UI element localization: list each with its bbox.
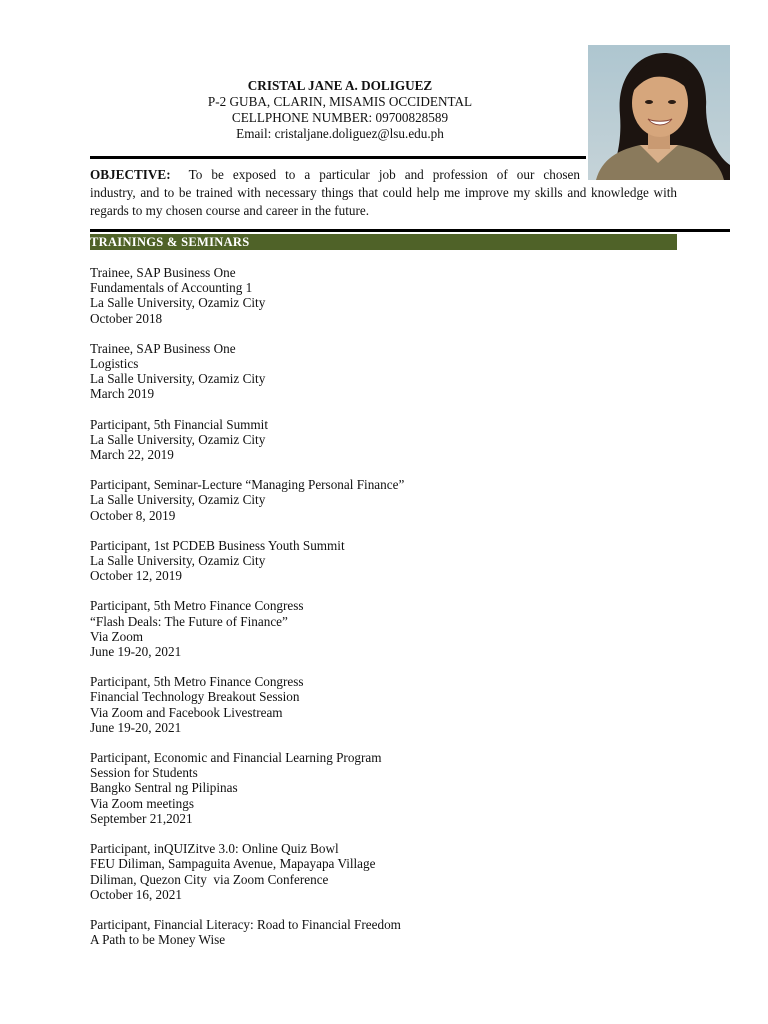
training-entry (90, 477, 690, 523)
training-entry-line: Participant, Economic and Financial Learning Program (90, 750, 382, 766)
training-entry-line: La Salle University, Ozamiz City (90, 553, 266, 569)
training-entry-line: Session for Students (90, 765, 198, 781)
trainings-section-heading: TRAININGS & SEMINARS (90, 234, 677, 250)
training-entry-line: Participant, 5th Metro Finance Congress (90, 598, 304, 614)
address: P-2 GUBA, CLARIN, MISAMIS OCCIDENTAL (207, 94, 473, 109)
training-entry-line: Fundamentals of Accounting 1 (90, 280, 253, 296)
training-entry (90, 417, 690, 463)
training-entry-line: Via Zoom (90, 628, 144, 644)
training-entry-line: A Path to be Money Wise (90, 932, 226, 948)
objective-text-rest: industry, and to be trained with necessary things that could help me improve my skills and knowledge with regards to my chosen course and career in the future. (90, 185, 677, 218)
training-entry-line: June 19-20, 2021 (90, 644, 182, 660)
training-entry-line: October 16, 2021 (90, 886, 182, 902)
training-entry-line: Participant, 5th Metro Finance Congress (90, 674, 304, 690)
profile-photo (588, 45, 730, 180)
objective-text-start: To be exposed to a particular job and profession of our chosen (188, 167, 580, 182)
training-entry-line: Via Zoom meetings (90, 795, 194, 811)
training-entry-line: La Salle University, Ozamiz City (90, 431, 266, 447)
training-entry-line: September 21,2021 (90, 810, 193, 826)
objective-section (90, 166, 677, 220)
training-entry-line: “Flash Deals: The Future of Finance” (90, 613, 288, 629)
training-entry (90, 750, 690, 826)
phone-number: CELLPHONE NUMBER: 09700828589 (231, 110, 449, 125)
applicant-name: CRISTAL JANE A. DOLIGUEZ (247, 78, 433, 93)
training-entry-line: Logistics (90, 356, 139, 372)
training-entry (90, 674, 690, 735)
training-entry-line: FEU Diliman, Sampaguita Avenue, Mapayapa Village (90, 856, 376, 872)
training-entry-line: Participant, 1st PCDEB Business Youth Summit (90, 537, 345, 553)
training-entry-line: Participant, inQUIZitve 3.0: Online Quiz Bowl (90, 841, 339, 857)
training-entry (90, 341, 690, 402)
training-entry-line: Participant, Financial Literacy: Road to Financial Freedom (90, 916, 401, 932)
training-entry-line: La Salle University, Ozamiz City (90, 371, 266, 387)
training-entry-line: Diliman, Quezon City via Zoom Conference (90, 871, 329, 887)
training-entry-line: Financial Technology Breakout Session (90, 689, 300, 705)
training-entry-line: October 2018 (90, 310, 163, 326)
training-entry (90, 598, 690, 659)
contact-header (90, 78, 590, 142)
training-entry (90, 265, 690, 326)
objective-label: OBJECTIVE: (90, 167, 171, 182)
email-address: Email: cristaljane.doliguez@lsu.edu.ph (236, 126, 444, 141)
training-entry-line: Participant, Seminar-Lecture “Managing Personal Finance” (90, 477, 405, 493)
section-divider (90, 229, 730, 232)
profile-photo-graphic (588, 45, 730, 180)
training-entry-line: June 19-20, 2021 (90, 719, 182, 735)
training-entry-line: La Salle University, Ozamiz City (90, 492, 266, 508)
training-entry-line: March 22, 2019 (90, 447, 174, 463)
training-entry-line: Bangko Sentral ng Pilipinas (90, 780, 238, 796)
training-entry-line: October 12, 2019 (90, 568, 182, 584)
objective-first-line (90, 166, 580, 184)
header-divider (90, 156, 586, 159)
training-entry-line: October 8, 2019 (90, 507, 176, 523)
training-entry-line: La Salle University, Ozamiz City (90, 295, 266, 311)
training-entry-line: Participant, 5th Financial Summit (90, 416, 269, 432)
training-entry-line: Via Zoom and Facebook Livestream (90, 704, 283, 720)
training-entry-line: March 2019 (90, 386, 155, 402)
training-entry-line: Trainee, SAP Business One (90, 265, 236, 280)
trainings-list (90, 265, 690, 962)
training-entry-line: Trainee, SAP Business One (90, 340, 236, 356)
training-entry (90, 538, 690, 584)
training-entry (90, 841, 690, 902)
training-entry (90, 917, 690, 947)
